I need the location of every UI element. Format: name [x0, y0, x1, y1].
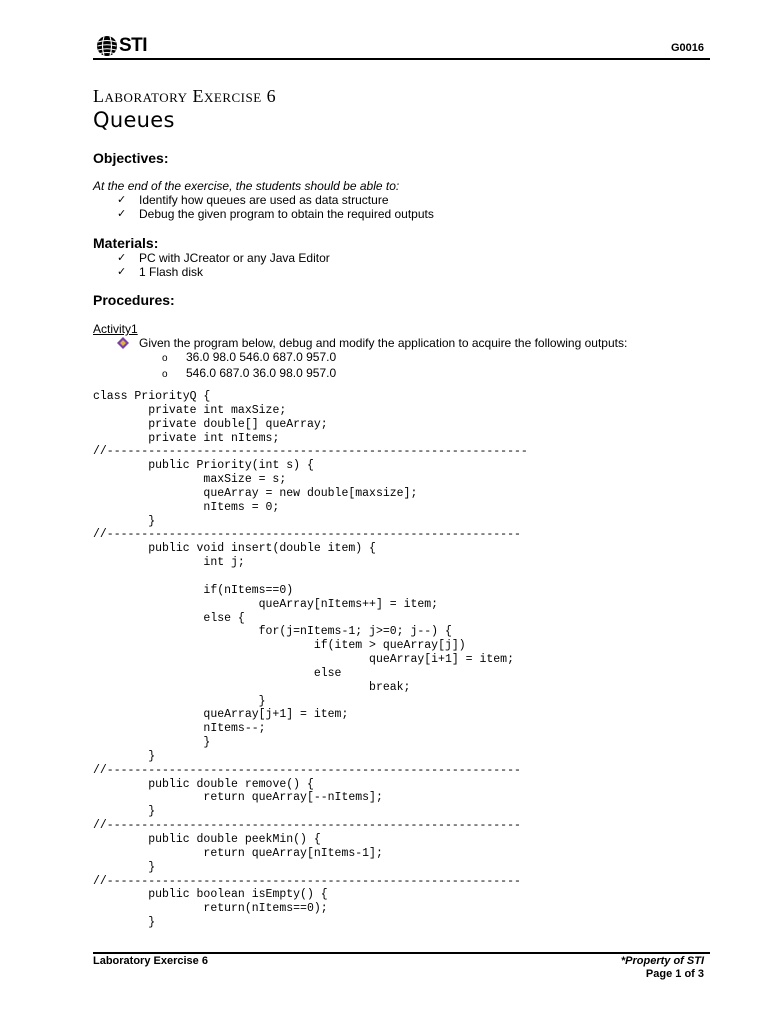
- code-line: return queArray[nItems-1];: [93, 846, 383, 860]
- code-line: public Priority(int s) {: [93, 459, 314, 473]
- objectives-heading: Objectives:: [93, 150, 169, 166]
- code-line: //------------------------------------------------------------: [93, 819, 521, 833]
- code-line: //-------------------------------------------------------------: [93, 445, 528, 459]
- list-item: ✓ Debug the given program to obtain the required outputs: [117, 207, 434, 221]
- circle-bullet-icon: o: [162, 369, 168, 380]
- list-item: o 546.0 687.0 36.0 98.0 957.0: [162, 366, 337, 380]
- code-line: return queArray[--nItems];: [93, 791, 383, 805]
- list-item: ✓ Identify how queues are used as data structure: [117, 193, 389, 207]
- checkmark-icon: ✓: [117, 266, 127, 278]
- code-listing: [93, 390, 528, 930]
- code-line: else: [93, 666, 342, 680]
- page-number: Page 1 of 3: [645, 968, 704, 980]
- code-line: nItems = 0;: [93, 500, 280, 514]
- code-line: return(nItems==0);: [93, 902, 328, 916]
- lab-title: Laboratory Exercise 6: [93, 86, 277, 106]
- list-item: ✓ 1 Flash disk: [117, 265, 204, 279]
- diamond-bullet-icon: [117, 337, 129, 349]
- code-line: public void insert(double item) {: [93, 542, 376, 556]
- checkmark-icon: ✓: [117, 208, 127, 220]
- code-line: class PriorityQ {: [93, 390, 211, 403]
- code-line: else {: [93, 611, 245, 625]
- logo-text: STI: [119, 35, 148, 56]
- code-line: for(j=nItems-1; j>=0; j--) {: [93, 625, 452, 639]
- code-line: }: [93, 916, 156, 930]
- circle-bullet-icon: o: [162, 353, 168, 364]
- code-line: queArray[j+1] = item;: [93, 708, 349, 722]
- checkmark-icon: ✓: [117, 194, 127, 206]
- code-line: break;: [93, 680, 411, 694]
- code-line: }: [93, 694, 266, 708]
- code-line: private double[] queArray;: [93, 417, 328, 431]
- code-line: private int maxSize;: [93, 403, 287, 417]
- code-line: queArray[nItems++] = item;: [93, 597, 439, 611]
- code-line: queArray = new double[maxsize];: [93, 486, 418, 500]
- code-line: //------------------------------------------------------------: [93, 874, 521, 888]
- objectives-intro: At the end of the exercise, the students should be able to:: [93, 179, 400, 193]
- code-line: maxSize = s;: [93, 473, 287, 487]
- footer-info: [621, 955, 704, 981]
- code-line: //------------------------------------------------------------: [93, 763, 521, 777]
- checkmark-icon: ✓: [117, 252, 127, 264]
- list-item: o 36.0 98.0 546.0 687.0 957.0: [162, 350, 337, 364]
- code-line: }: [93, 736, 211, 750]
- code-line: nItems--;: [93, 722, 266, 736]
- list-item: ✓ PC with JCreator or any Java Editor: [117, 251, 330, 265]
- document-code: G0016: [670, 42, 704, 54]
- code-line: }: [93, 749, 156, 763]
- topic-title: Queues: [93, 108, 175, 132]
- code-line: queArray[i+1] = item;: [93, 653, 514, 667]
- code-line: if(item > queArray[j]): [93, 639, 466, 653]
- activity-label: Activity1: [93, 322, 138, 336]
- code-line: private int nItems;: [93, 431, 280, 445]
- footer-divider: [93, 952, 710, 954]
- property-notice: *Property of STI: [620, 955, 704, 967]
- globe-icon: [96, 35, 118, 57]
- header-divider: [93, 58, 710, 60]
- code-line: public double remove() {: [93, 777, 314, 791]
- footer-title: Laboratory Exercise 6: [93, 955, 208, 967]
- expected-outputs: [162, 350, 336, 382]
- code-line: public boolean isEmpty() {: [93, 888, 328, 902]
- code-line: }: [93, 860, 156, 874]
- activity-instruction: Given the program below, debug and modify the application to acquire the following outputs:: [117, 336, 627, 350]
- objectives-list: [117, 193, 434, 221]
- code-line: }: [93, 514, 156, 528]
- code-line: }: [93, 805, 156, 819]
- code-line: int j;: [93, 556, 245, 570]
- code-line: public double peekMin() {: [93, 833, 321, 846]
- code-line: //------------------------------------------------------------: [93, 528, 521, 542]
- procedures-heading: Procedures:: [93, 292, 175, 308]
- materials-heading: Materials:: [93, 235, 159, 251]
- materials-list: [117, 251, 330, 279]
- code-line: if(nItems==0): [93, 583, 294, 597]
